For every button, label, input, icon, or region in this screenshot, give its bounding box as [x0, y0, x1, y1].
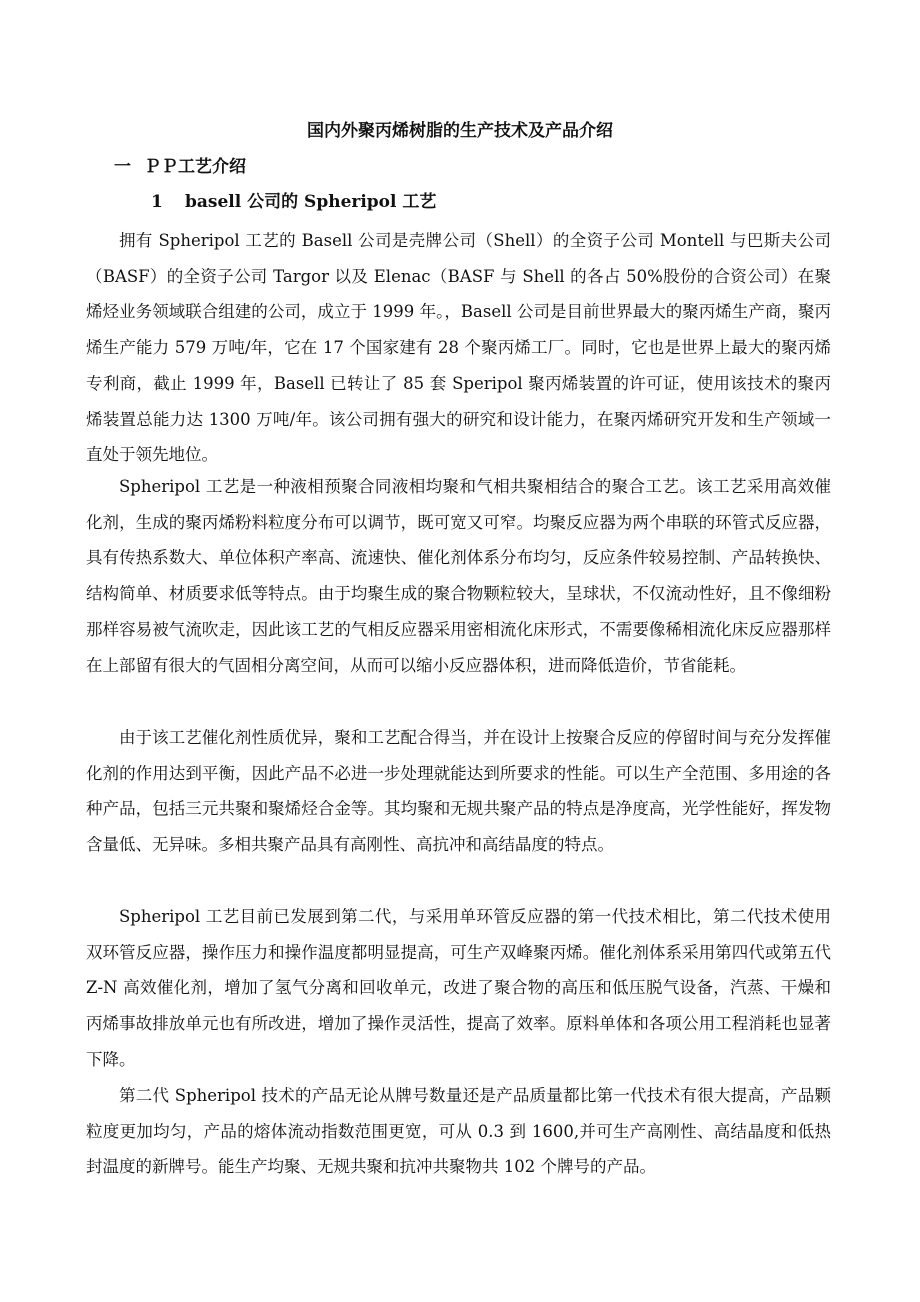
subsection-heading [151, 190, 436, 214]
paragraph: 拥有 Spheripol 工艺的 Basell 公司是壳牌公司（Shell）的全资子公司 Montell 与巴斯夫公司（BASF）的全资子公司 Targor 以及 Elenac（BASF 与 Shell 的各占 50%股份的合资公司）在聚烯烃业务领域联合组建的公司，成立于 1999 年。，Basell 公司是目前世界最大的聚丙烯生产商，聚丙烯生产能力 579 万吨/年，它在 17 个国家建有 28 个聚丙烯工厂。同时，它也是世界上最大的聚丙烯专利商，截止 1999 年，Basell 已转让了 85 套 Speripol 聚丙烯装置的许可证，使用该技术的聚丙烯装置总能力达 1300 万吨/年。该公司拥有强大的研究和设计能力，在聚丙烯研究开发和生产领域一直处于领先地位。 [86, 231, 831, 465]
paragraph: 第二代 Spheripol 技术的产品无论从牌号数量还是产品质量都比第一代技术有很大提高，产品颗粒度更加均匀，产品的熔体流动指数范围更宽，可从 0.3 到 1600,并可生产高刚性、高结晶度和低热封温度的新牌号。能生产均聚、无规共聚和抗冲共聚物共 102 个牌号的产品。 [86, 1086, 831, 1177]
subsection-number: 1 [151, 192, 163, 212]
section-number: 一 [114, 157, 131, 177]
paragraph: Spheripol 工艺目前已发展到第二代，与采用单环管反应器的第一代技术相比，第二代技术使用双环管反应器，操作压力和操作温度都明显提高，可生产双峰聚丙烯。催化剂体系采用第四代或第五代 Z-N 高效催化剂，增加了氢气分离和回收单元，改进了聚合物的高压和低压脱气设备，汽蒸、干燥和丙烯事故排放单元也有所改进，增加了操作灵活性，提高了效率。原料单体和各项公用工程消耗也显著下降。 [86, 907, 831, 1069]
document-title: 国内外聚丙烯树脂的生产技术及产品介绍 [307, 121, 613, 141]
section-heading [114, 155, 246, 179]
section-label: ＰＰ工艺介绍 [144, 157, 246, 177]
subsection-label: basell 公司的 Spheripol 工艺 [185, 192, 437, 212]
paragraph: 由于该工艺催化剂性质优异，聚和工艺配合得当，并在设计上按聚合反应的停留时间与充分发挥催化剂的作用达到平衡，因此产品不必进一步处理就能达到所要求的性能。可以生产全范围、多用途的各种产品，包括三元共聚和聚烯烃合金等。其均聚和无规共聚产品的特点是净度高，光学性能好，挥发物含量低、无异味。多相共聚产品具有高刚性、高抗冲和高结晶度的特点。 [86, 728, 831, 855]
paragraph: Spheripol 工艺是一种液相预聚合同液相均聚和气相共聚相结合的聚合工艺。该工艺采用高效催化剂，生成的聚丙烯粉料粒度分布可以调节，既可宽又可窄。均聚反应器为两个串联的环管式反应器，具有传热系数大、单位体积产率高、流速快、催化剂体系分布均匀，反应条件较易控制、产品转换快、结构简单、材质要求低等特点。由于均聚生成的聚合物颗粒较大，呈球状，不仅流动性好，且不像细粉那样容易被气流吹走，因此该工艺的气相反应器采用密相流化床形式，不需要像稀相流化床反应器那样在上部留有很大的气固相分离空间，从而可以缩小反应器体积，进而降低造价，节省能耗。 [86, 477, 831, 675]
